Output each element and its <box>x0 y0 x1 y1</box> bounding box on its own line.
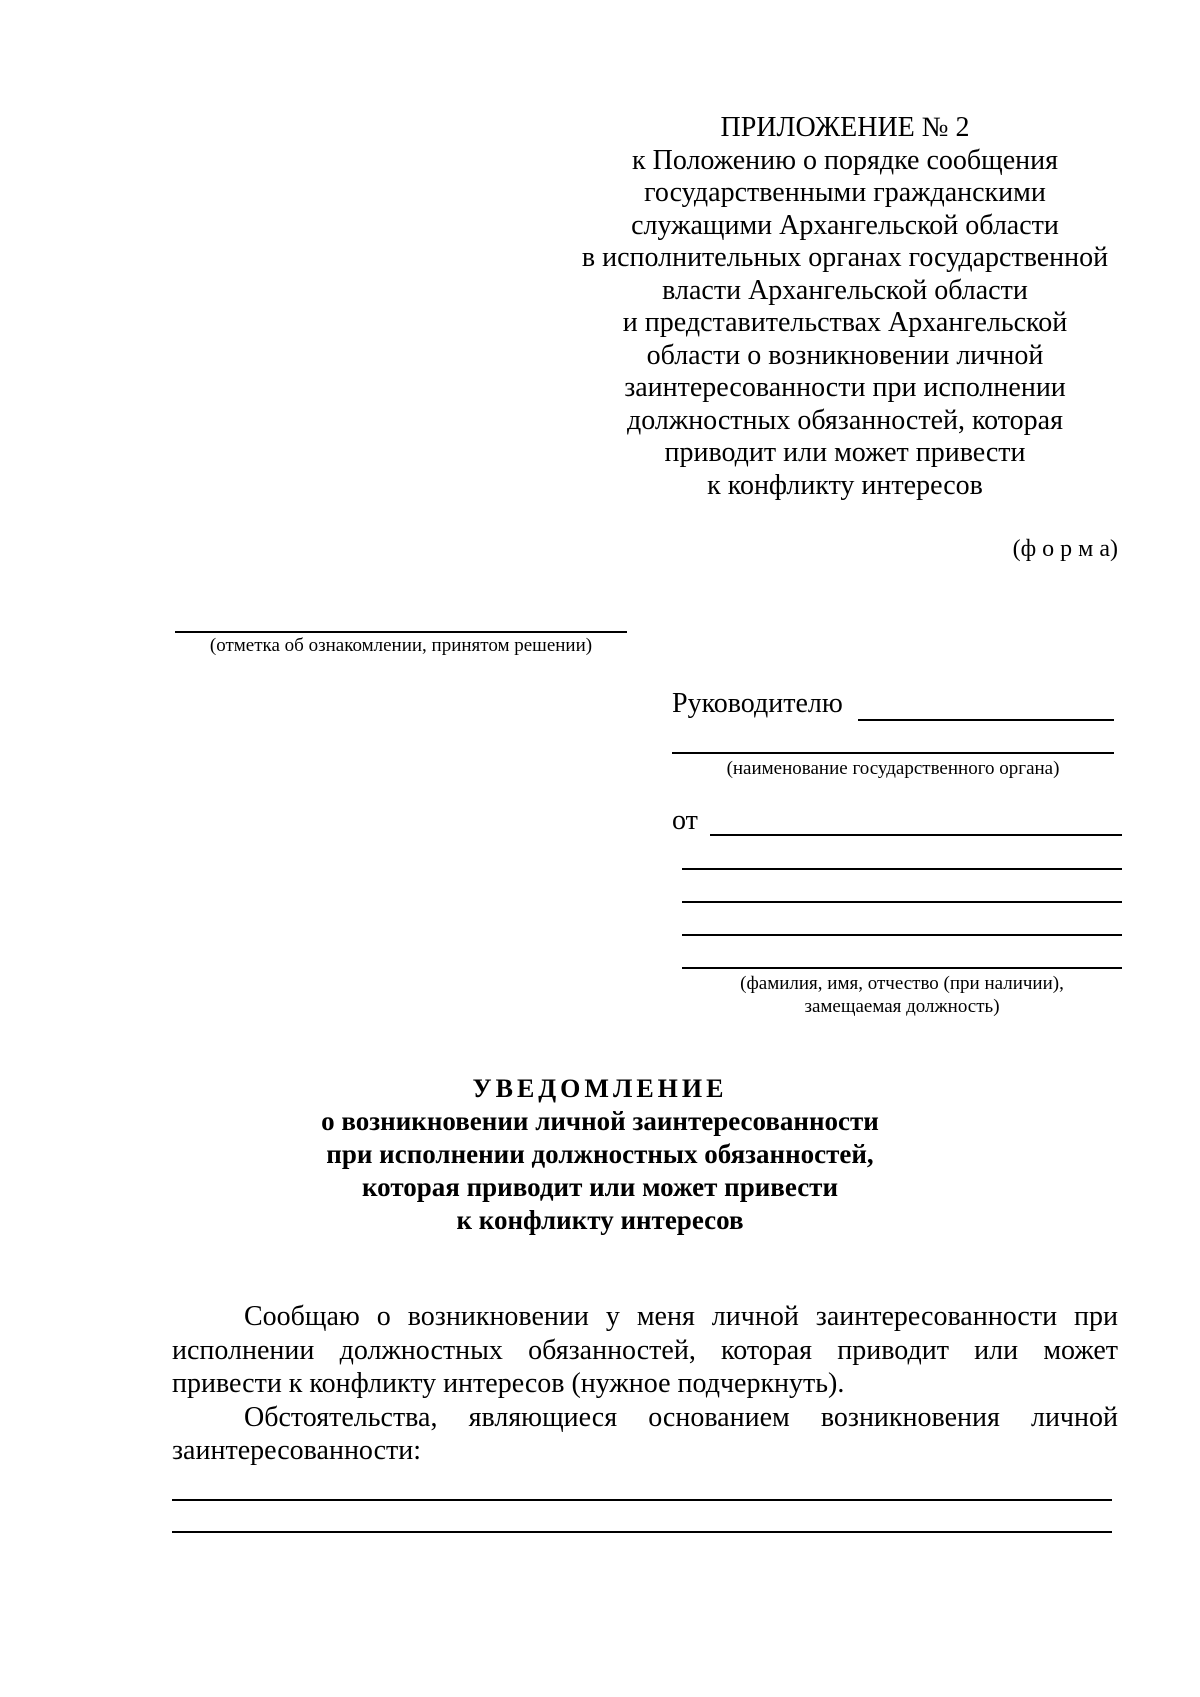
sender-line-3[interactable] <box>682 901 1122 903</box>
appendix-line: и представительствах Архангельской <box>622 307 1068 338</box>
sender-line-2[interactable] <box>682 868 1122 870</box>
sender-caption-2: замещаемая должность) <box>804 996 1000 1017</box>
review-mark-line[interactable] <box>175 631 627 633</box>
body-paragraph-2: Обстоятельства, являющиеся основанием возникновения личной заинтересованности: <box>172 1401 1118 1466</box>
body-paragraph-1: Сообщаю о возникновении у меня личной заинтересованности при исполнении должностных обязанностей, которая приводит или может привести к конфликту интересов (нужное подчеркнуть). <box>172 1301 1118 1399</box>
appendix-line: к Положению о порядке сообщения <box>632 144 1058 176</box>
addressee-name-line[interactable] <box>858 719 1114 721</box>
notice-subtitle-line: о возникновении личной заинтересованности <box>321 1106 879 1136</box>
circumstances-line-2[interactable] <box>172 1531 1112 1533</box>
sender-label: от <box>672 805 698 836</box>
notice-title-block <box>0 1072 1200 1237</box>
appendix-line: в исполнительных органах государственной <box>581 242 1109 273</box>
notice-title: УВЕДОМЛЕНИЕ <box>472 1074 728 1103</box>
appendix-line: должностных обязанностей, которая <box>627 404 1063 436</box>
agency-name-caption: (наименование государственного органа) <box>726 758 1060 779</box>
sender-line-4[interactable] <box>682 934 1122 936</box>
appendix-header <box>575 112 1115 502</box>
appendix-line: области о возникновении личной <box>646 339 1044 371</box>
notice-body <box>172 1300 1118 1468</box>
notice-subtitle-line: к конфликту интересов <box>456 1205 744 1235</box>
addressee-label: Руководителю <box>672 688 843 719</box>
appendix-line: к конфликту интересов <box>707 469 983 501</box>
appendix-line: приводит или может привести <box>664 437 1026 468</box>
appendix-line: служащими Архангельской области <box>631 209 1059 241</box>
review-mark-caption: (отметка об ознакомлении, принятом решении) <box>209 635 593 656</box>
sender-line-5[interactable] <box>682 967 1122 969</box>
appendix-line: государственными гражданскими <box>644 177 1046 208</box>
sender-line-1[interactable] <box>710 834 1122 836</box>
notice-subtitle-line: при исполнении должностных обязанностей, <box>326 1139 874 1169</box>
appendix-line: заинтересованности при исполнении <box>624 372 1066 403</box>
sender-caption-1: (фамилия, имя, отчество (при наличии), <box>740 973 1064 994</box>
notice-subtitle-line: которая приводит или может привести <box>361 1172 839 1202</box>
appendix-line: власти Архангельской области <box>662 274 1028 306</box>
appendix-title: ПРИЛОЖЕНИЕ № 2 <box>720 112 970 143</box>
agency-name-line[interactable] <box>672 752 1114 754</box>
form-label: (ф о р м а) <box>1012 536 1118 562</box>
circumstances-line-1[interactable] <box>172 1499 1112 1501</box>
